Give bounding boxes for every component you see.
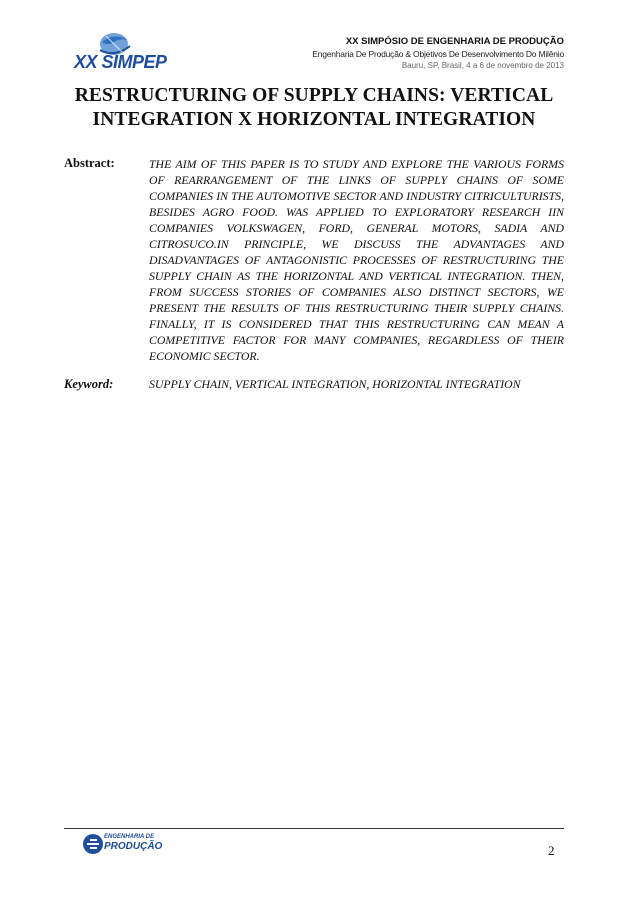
event-title: XX SIMPÓSIO DE ENGENHARIA DE PRODUÇÃO [345, 36, 564, 47]
simpep-logo [70, 30, 190, 76]
keyword-label: Keyword: [64, 377, 114, 391]
abstract-text: THE AIM OF THIS PAPER IS TO STUDY AND EXPLORE THE VARIOUS FORMS OF REARRANGEMENT OF THE LINKS OF SUPPLY CHAINS OF SOME COMPANIES IN THE AUTOMOTIVE SECTOR AND INDUSTRY CITRICULTURISTS, BESIDES AGRO FOOD. WAS APPLIED TO EXPLORATORY RESEARCH IIN COMPANIES VOLKSWAGEN, FORD, GENERAL MOTORS, SADIA AND CITROSUCO.IN PRINCIPLE, WE DISCUSS THE ADVANTAGES AND DISADVANTAGES OF ANTAGONISTIC PROCESSES OF RESTRUCTURING THE SUPPLY CHAIN AS THE HORIZONTAL AND VERTICAL INTEGRATION. THEN, FROM SUCCESS STORIES OF COMPANIES ALSO DISTINCT SECTORS, WE PRESENT THE RESULTS OF THIS RESTRUCTURING THEIR SUPPLY CHAINS. FINALLY, IT IS CONSIDERED THAT THIS RESTRUCTURING CAN MEAN A COMPETITIVE FACTOR FOR MANY COMPANIES, REGARDLESS OF THEIR ECONOMIC SECTOR. [149, 157, 564, 363]
footer-divider [64, 828, 564, 829]
keyword-text: SUPPLY CHAIN, VERTICAL INTEGRATION, HORIZONTAL INTEGRATION [149, 377, 521, 391]
title-line-1: RESTRUCTURING OF SUPPLY CHAINS: VERTICAL [74, 85, 554, 106]
event-subtitle: Engenharia De Produção & Objetivos De Desenvolvimento Do Milênio [312, 49, 564, 59]
page-number: 2 [548, 843, 555, 858]
abstract-label: Abstract: [64, 156, 115, 170]
footer-logo-bottom: PRODUÇÃO [104, 841, 163, 852]
logo-text: XX SIMPEP [74, 52, 167, 72]
title-line-2: INTEGRATION X HORIZONTAL INTEGRATION [92, 109, 536, 130]
engenharia-producao-logo [82, 833, 172, 855]
event-place-date: Bauru, SP, Brasil, 4 a 6 de novembro de 2013 [401, 61, 564, 70]
abstract-section [64, 156, 564, 364]
paper-title [64, 84, 564, 132]
footer-logo-top: ENGENHARIA DE [104, 834, 155, 840]
ep-logo-icon [82, 833, 104, 855]
page-header [64, 28, 564, 78]
keyword-section [64, 377, 574, 392]
event-info [312, 36, 564, 71]
